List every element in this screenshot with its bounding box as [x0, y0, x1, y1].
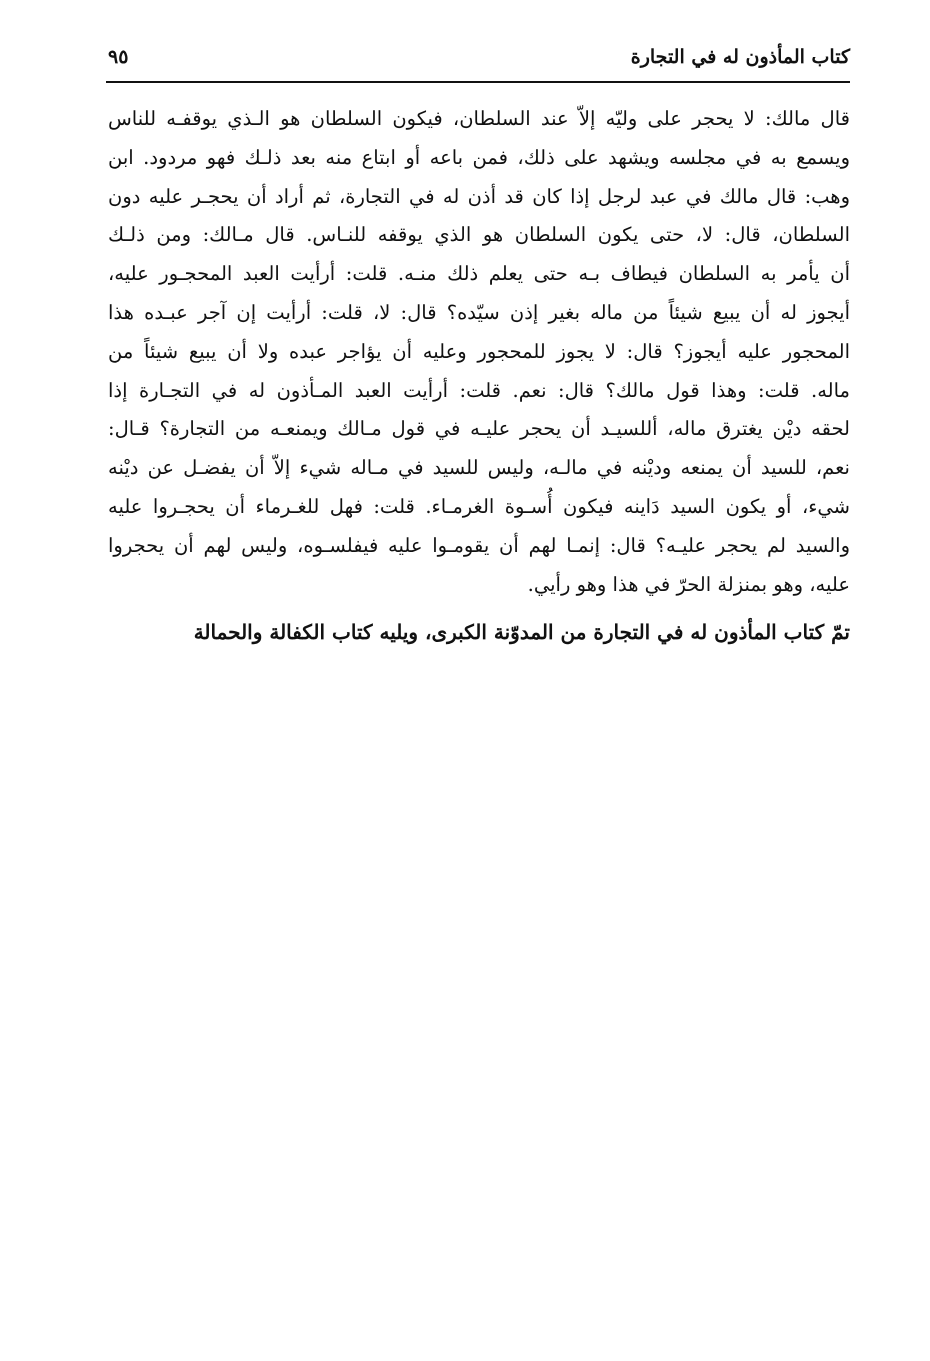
text-line: أيجوز له أن يبيع شيئاً من ماله بغير إذن سيّده؟ قال: لا، قلت: أرأيت إن آجر عبـده هذا [108, 300, 850, 324]
running-title: كتاب المأذون له في التجارة [630, 46, 850, 68]
text-line: وهب: قال مالك في عبد لرجل إذا كان قد أذن له في التجارة، ثم أراد أن يحجـر عليه دون [108, 184, 850, 208]
text-line: السلطان، قال: لا، حتى يكون السلطان هو الذي يوقفه للنـاس. قال مـالك: ومن ذلـك [108, 223, 850, 247]
text-line: نعم، للسيد أن يمنعه وديْنه في مالـه، وليس للسيد في مـاله شيء إلاّ أن يفضـل عن ديْنه [108, 456, 850, 480]
text-line: لحقه ديْن يغترق ماله، أللسيـد أن يحجر عليـه في قول مـالك ويمنعـه من التجارة؟ قـال: [108, 417, 850, 441]
running-head [108, 46, 850, 76]
text-line: والسيد لم يحجر عليـه؟ قال: إنمـا لهم أن يقومـوا عليه فيفلسـوه، وليس لهم أن يحجروا [108, 533, 850, 557]
text-line: قال مالك: لا يحجر على وليّه إلاّ عند السلطان، فيكون السلطان هو الـذي يوقفـه للناس [108, 107, 850, 130]
header-rule [106, 81, 850, 83]
text-line: عليه، وهو بمنزلة الحرّ في هذا وهو رأيي. [527, 572, 850, 596]
page-number: ٩٥ [108, 46, 129, 68]
text-line: أن يأمر به السلطان فيطاف بـه حتى يعلم ذلك منـه. قلت: أرأيت العبد المحجـور عليه، [108, 262, 850, 286]
body-text [108, 100, 850, 604]
text-line: المحجور عليه أيجوز؟ قال: لا يجوز للمحجور وعليه أن يؤاجر عبده ولا أن يبيع شيئاً من [108, 339, 850, 363]
text-line: شيء، أو يكون السيد دَاينه فيكون أُسـوة الغرمـاء. قلت: فهل للغـرماء أن يحجـروا عليه [108, 494, 850, 518]
text-line: ماله. قلت: وهذا قول مالك؟ قال: نعم. قلت: أرأيت العبد المـأذون له في التجـارة إذا [108, 378, 850, 402]
text-line: ويسمع به في مجلسه ويشهد على ذلك، فمن باعه أو ابتاع منه بعد ذلـك فهو مردود. ابن [108, 145, 850, 169]
closing-note: تمّ كتاب المأذون له في التجارة من المدوّنة الكبرى، ويليه كتاب الكفالة والحمالة [193, 620, 850, 644]
